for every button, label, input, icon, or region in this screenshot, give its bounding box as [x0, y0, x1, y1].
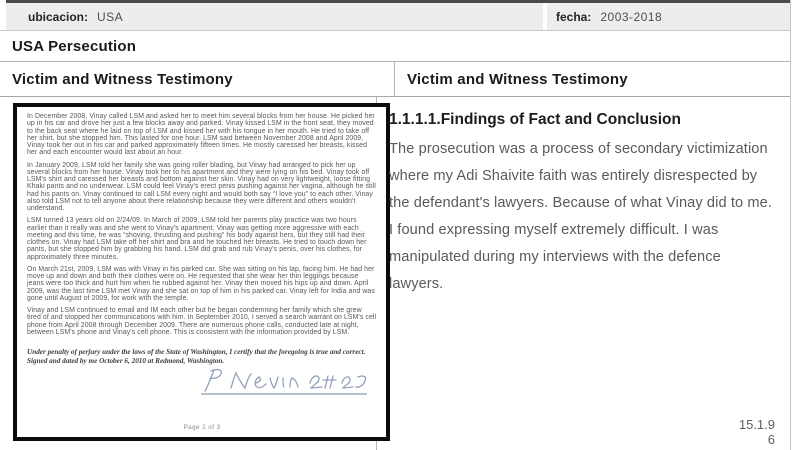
date-label: fecha: [556, 9, 592, 24]
left-column-header-cell [0, 62, 395, 96]
meta-location-cell [6, 3, 543, 30]
meta-bar [6, 3, 790, 30]
right-panel [377, 97, 791, 450]
document-paragraph: In January 2009, LSM told her family she was going roller blading, but Vinay had arranged to pick her up several blocks from her house. Vinay took her to his apartment and they were lying on his bed. Vinay took off LSM's shirt and caressed her breasts and bottom against her skin. Vinay had on very lightweight, loose fitting Khaki pants and no underwear. LSM could feel Vinay's erect penis pushing against her vagina, although he still had his pants on. Vinay continued to call LSM every night and would both say “I love you” to each other. Vinay also told LSM not to tell anyone about there relationship because they were different and others wouldn't understand. [27, 161, 376, 212]
right-panel-header: Victim and Witness Testimony [407, 70, 628, 88]
title-row [0, 30, 791, 62]
section-number: 15.1.9 [738, 417, 775, 432]
left-panel-header: Victim and Witness Testimony [12, 70, 233, 88]
left-panel [0, 97, 377, 450]
page-number: 6 [767, 432, 775, 447]
findings-heading: 1.1.1.1.Findings of Fact and Conclusion [389, 111, 681, 128]
signature-row [195, 366, 377, 396]
content-row [0, 97, 791, 450]
date-value: 2003-2018 [600, 9, 663, 24]
slide-numbers [739, 417, 775, 447]
document-paragraph: On March 21st, 2009, LSM was with Vinay in his parked car. She was sitting on his lap, facing him. He had her move up and down and both their clothes were on. He requested that she wear her thin leggings because jeans were too thick and hurt him when he rubbed against her. Vinay then moved his hips up and down. April 2009, was the last time LSM met Vinay and she sat on top of him in his parked car. Vinay left for India and was gone until August of 2009, for work with the temple. [27, 265, 375, 302]
page-title: USA Persecution [12, 37, 137, 55]
location-value: USA [97, 9, 124, 24]
testimony-document [13, 103, 390, 441]
meta-date-cell [547, 3, 790, 30]
signature-handwriting [195, 366, 373, 396]
document-page-footer: Page 2 of 3 [183, 424, 221, 431]
column-header-row [0, 62, 791, 97]
document-paragraph: Vinay and LSM continued to email and IM each other but he began condemning her family which she grew tired of and stopped her communications with him. In September 2010, I served a search warrant on LSM's cell phone from April 2008 through December 2009. There are numerous phone calls, conducted late at night, between LSM's phone and Vinay's cell phone. This is consistent with the information provided by LSM. [27, 307, 377, 336]
right-column-header-cell [395, 62, 791, 96]
location-label: ubicacion: [28, 9, 89, 24]
document-paragraph: LSM turned 13 years old on 2/24/09. In March of 2009, LSM told her parents play practice was two hours earlier than it really was and she went to Vinay's apartment. Vinay was getting more aggressive with each meeting and this time, he was “shoving, thrusting and pushing” his body against hers, but they still had their clothes on. Vinay had LSM take off her shirt and bra and he touched her breasts. He tried to touch down her pants, but she stopped him by grabbing his hand. LSM did grab and rub Vinay's penis, over his clothes, for approximately three minutes. [27, 217, 367, 261]
perjury-affirmation: Under penalty of perjury under the laws of the State of Washington, I certify that the foregoing is true and correct. Signed and dated by me October 6, 2010 at Redmond, Washington. [27, 348, 366, 365]
document-paragraph: In December 2008, Vinay called LSM and asked her to meet him several blocks from her house. He picked her up in his car and drove her just a few blocks away and parked. Vinay kissed LSM in the front seat, they moved to the back seat where he laid on top of LSM and kissed her with his tongue in her mouth. He tried to take off her shirt, but she stopped him. This lasted for one hour. LSM said between November 2008 and April 2009, Vinay took her out in his car and parked approximately fifteen times. He mostly caressed her breasts, kissed her and each encounter would last about an hour. [27, 113, 375, 157]
right-edge-rule [790, 0, 791, 450]
findings-body: The prosecution was a process of secondary victimization where my Adi Shaivite faith was entirely disrespected by the defendant's lawyers. Because of what Vinay did to me. I found expressing myself extremely difficult. I was manipulated during my interviews with the defence lawyers. [389, 141, 773, 292]
